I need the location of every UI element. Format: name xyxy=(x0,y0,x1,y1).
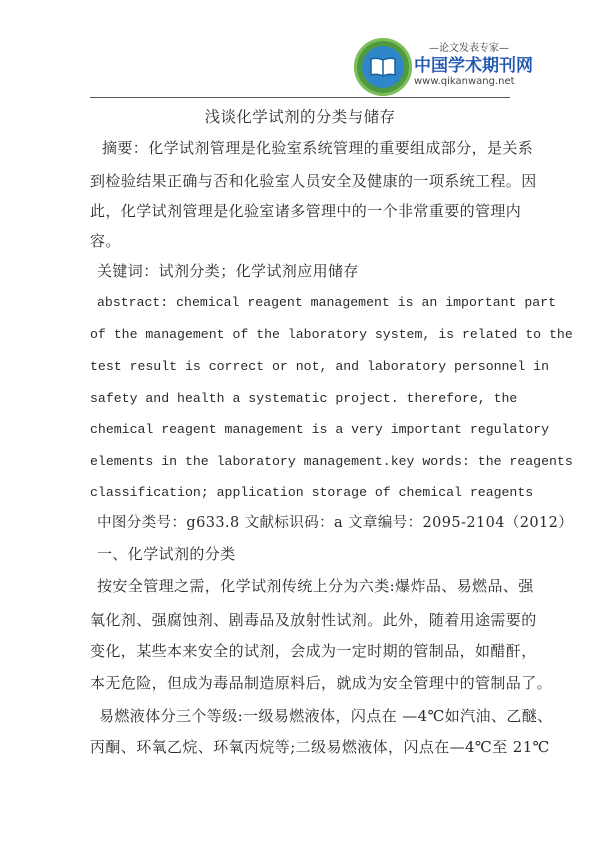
section-body-line: 变化，某些本来安全的试剂，会成为一定时期的管制品，如醋酐， xyxy=(90,642,537,660)
keywords-cn: 关键词：试剂分类；化学试剂应用储存 xyxy=(97,262,359,280)
header-divider xyxy=(90,97,510,98)
abstract-cn-line: 到检验结果正确与否和化验室人员安全及健康的一项系统工程。因 xyxy=(90,172,537,190)
abstract-cn-line: 此，化学试剂管理是化验室诸多管理中的一个非常重要的管理内 xyxy=(90,202,522,220)
document-title: 浅谈化学试剂的分类与储存 xyxy=(204,108,396,126)
abstract-cn-line: 摘要：化学试剂管理是化验室系统管理的重要组成部分，是关系 xyxy=(102,139,534,157)
abstract-en-line: safety and health a systematic project. therefore, the xyxy=(90,391,518,406)
book-icon xyxy=(362,46,404,88)
section-body-line: 本无危险，但成为毒品制造原料后，就成为安全管理中的管制品了。 xyxy=(90,674,553,692)
logo-name: 中国学术期刊网 xyxy=(414,56,533,76)
section-body-line: 丙酮、环氧乙烷、环氧丙烷等;二级易燃液体，闪点在—4℃至 21℃ xyxy=(90,738,550,756)
logo-emblem xyxy=(354,38,412,96)
logo-slogan: —论文发表专家— xyxy=(429,43,509,54)
journal-logo xyxy=(354,36,533,96)
section-body-line: 按安全管理之需，化学试剂传统上分为六类:爆炸品、易燃品、强 xyxy=(97,577,534,595)
abstract-en-line: classification; application storage of chemical reagents xyxy=(90,485,534,500)
section-body-line: 氧化剂、强腐蚀剂、剧毒品及放射性试剂。此外，随着用途需要的 xyxy=(90,611,537,629)
classification-info: 中图分类号：g633.8 文献标识码：a 文章编号：2095-2104（2012） xyxy=(97,515,574,531)
abstract-en-line: abstract: chemical reagent management is an important part xyxy=(97,295,556,310)
abstract-en-line: test result is correct or not, and laboratory personnel in xyxy=(90,359,549,374)
abstract-en-line: of the management of the laboratory system, is related to the xyxy=(90,327,573,342)
logo-url: www.qikanwang.net xyxy=(414,76,515,87)
section-heading: 一、化学试剂的分类 xyxy=(97,545,236,563)
abstract-en-line: chemical reagent management is a very important regulatory xyxy=(90,422,549,437)
section-body-line: 易燃液体分三个等级:一级易燃液体，闪点在 —4℃如汽油、乙醚、 xyxy=(99,707,553,725)
abstract-cn-line: 容。 xyxy=(90,232,121,250)
abstract-en-line: elements in the laboratory management.key words: the reagents xyxy=(90,454,573,469)
